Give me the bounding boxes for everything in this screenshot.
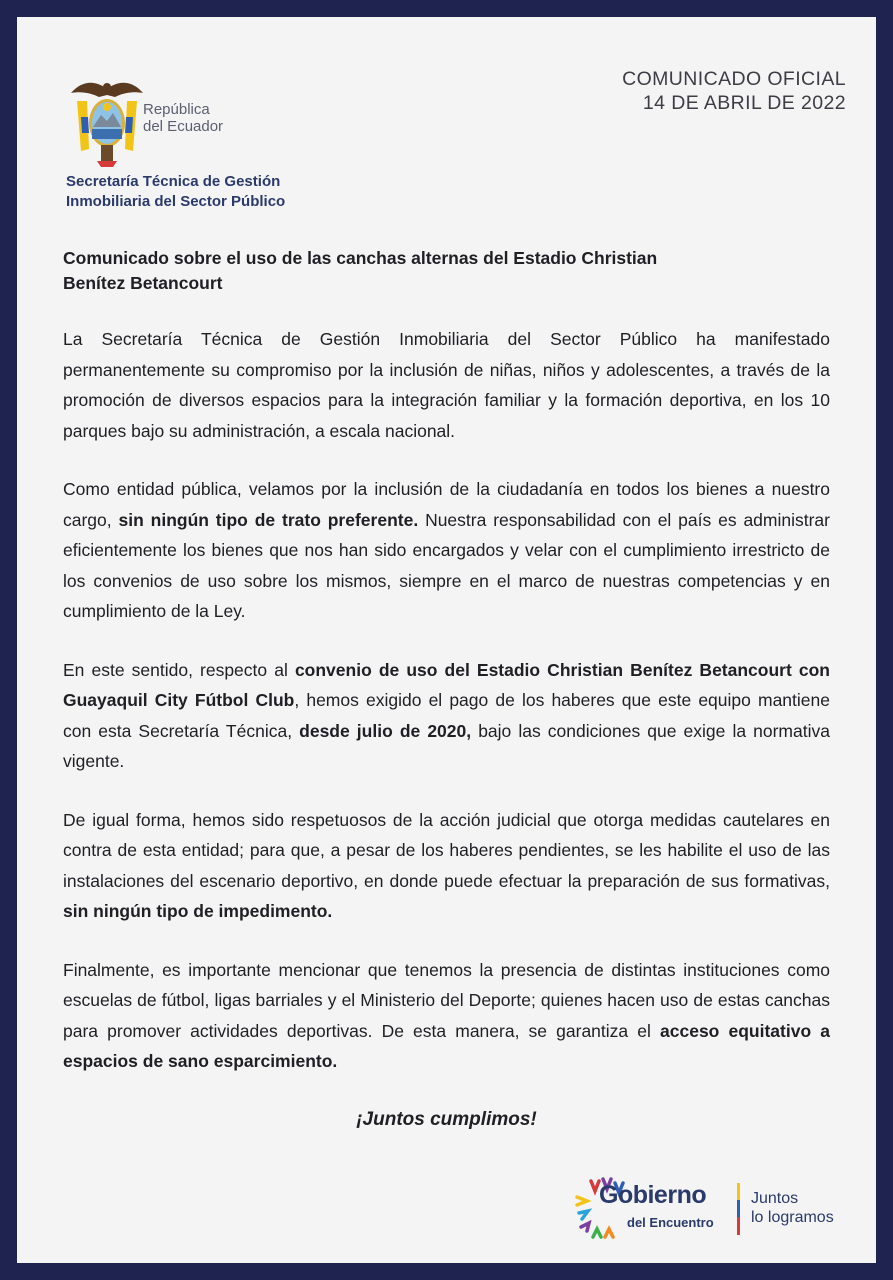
paragraph-4 [63, 805, 830, 927]
paragraph-3 [63, 655, 830, 777]
p4-bold: sin ningún tipo de impedimento. [63, 901, 333, 921]
p3-bold-1: convenio de uso del Estadio Christian Benítez Betancourt con Guayaquil City Fútbol Club [63, 659, 830, 710]
country-line-2: del Ecuador [143, 118, 224, 135]
slogan-line-1: Juntos [751, 1190, 799, 1207]
flag-blue [737, 1200, 740, 1217]
document-body [63, 246, 830, 1135]
p3-text-e: bajo las condiciones que exige la normativa vigente. [63, 720, 830, 771]
p2-bold: sin ningún tipo de trato preferente. [118, 509, 419, 530]
institution-name [66, 172, 285, 212]
footer-slogan [751, 1189, 834, 1227]
p2-text-c: Nuestra responsabilidad con el país es administrar eficientemente los bienes que nos han sido encargados y velar con el cumplimiento irrestricto de los convenios de uso sobre los mismos, siempre en el marco de nuestras competencias y en cumplimiento de la Ley. [63, 509, 830, 621]
p5-bold: acceso equitativo a espacios de sano esparcimiento. [63, 1020, 830, 1071]
p3-text-a: En este sentido, respecto al [63, 659, 288, 680]
doc-date: 14 DE ABRIL DE 2022 [642, 92, 846, 114]
gobierno-logo [573, 1157, 873, 1247]
flag-divider [737, 1183, 740, 1235]
p2-text-a: Como entidad pública, velamos por la inclusión de la ciudadanía en todos los bienes a nuestro cargo, [63, 479, 830, 530]
doc-type: COMUNICADO OFICIAL [622, 68, 846, 90]
flag-yellow [737, 1183, 740, 1200]
doc-heading [622, 67, 846, 115]
p1-text: La Secretaría Técnica de Gestión Inmobiliaria del Sector Público ha manifestado permanentemente su compromiso por la inclusión de niñas, niños y adolescentes, a través de la promoción de diversos espacios para la integración familiar y la formación deportiva, en los 10 parques bajo su administración, a escala nacional. [63, 329, 830, 441]
country-name [143, 101, 223, 135]
p3-text-c: , hemos exigido el pago de los haberes que este equipo mantiene con esta Secretaría Técnica, [63, 690, 830, 741]
closing-slogan: ¡Juntos cumplimos! [356, 1108, 537, 1130]
paragraph-2 [63, 474, 830, 627]
country-line-1: República [143, 101, 210, 118]
ecuador-coat-of-arms-icon [67, 71, 147, 171]
paragraph-5 [63, 955, 830, 1077]
p5-text-a: Finalmente, es importante mencionar que tenemos la presencia de distintas instituciones como escuelas de fútbol, ligas barriales y el Ministerio del Deporte; quienes hacen uso de estas canchas para promover actividades deportivas. De esta manera, se garantiza el [63, 959, 830, 1041]
paragraph-1 [63, 324, 830, 446]
letterhead [17, 17, 876, 237]
document-title [63, 246, 830, 296]
logo-main-text: Gobierno [599, 1181, 707, 1209]
p4-text-a: De igual forma, hemos sido respetuosos de la acción judicial que otorga medidas cautelares en contra de esta entidad; para que, a pesar de los haberes pendientes, se les habilite el uso de las instalaciones del escenario deportivo, en donde puede efectuar la preparación de sus formativas, [63, 809, 830, 891]
document-page [17, 17, 876, 1263]
flag-red [737, 1217, 740, 1235]
title-line-2: Benítez Betancourt [63, 273, 223, 293]
institution-line-1: Secretaría Técnica de Gestión [66, 173, 281, 190]
logo-sub-text: del Encuentro [627, 1215, 714, 1230]
p3-bold-2: desde julio de 2020, [299, 720, 472, 741]
slogan-line-2: lo logramos [751, 1209, 834, 1226]
title-line-1: Comunicado sobre el uso de las canchas alternas del Estadio Christian [63, 248, 658, 268]
institution-line-2: Inmobiliaria del Sector Público [66, 193, 286, 210]
